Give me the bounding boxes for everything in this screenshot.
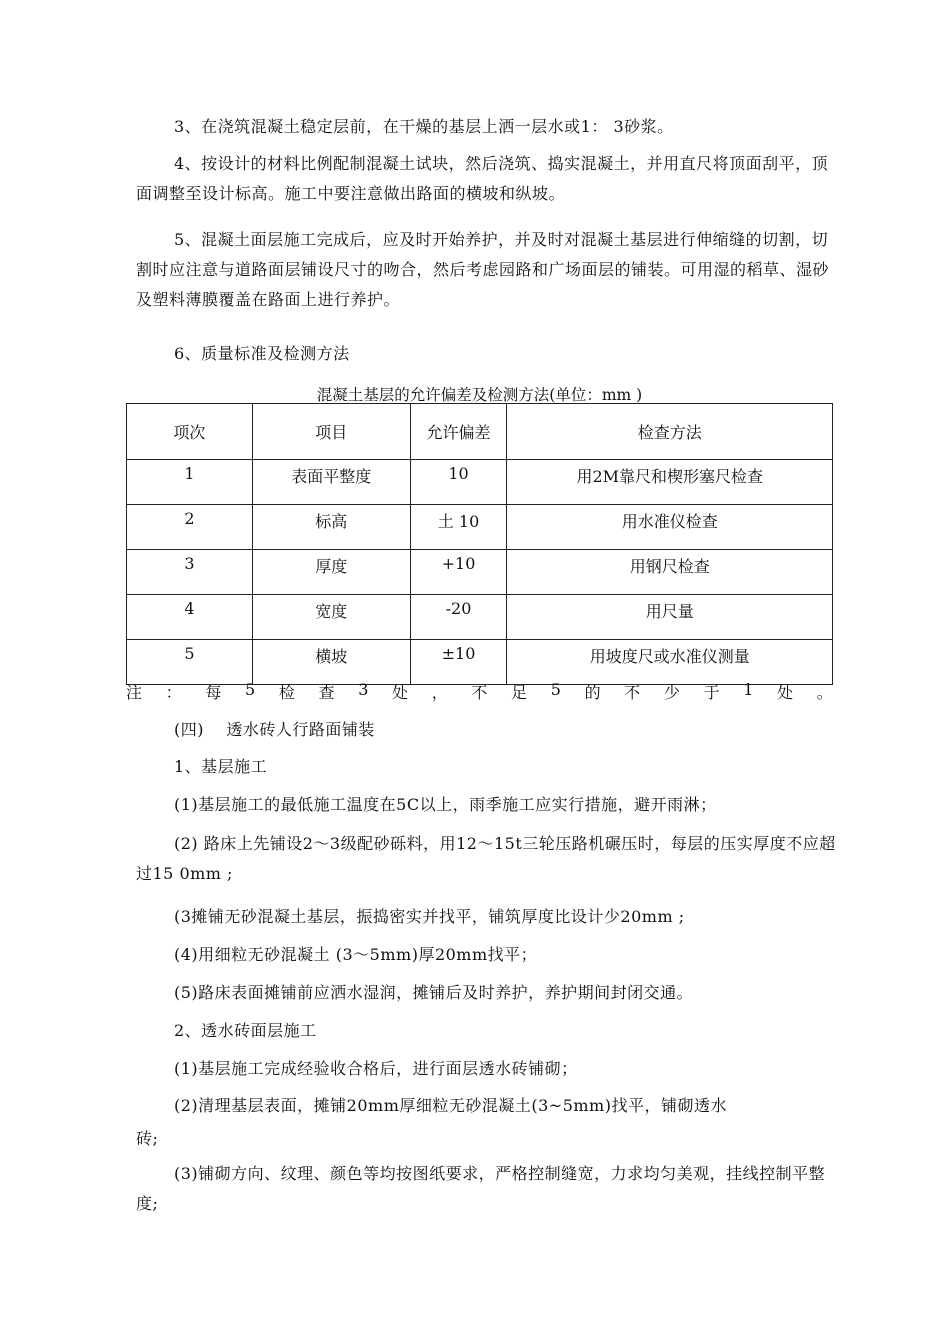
paragraph-3: 3、在浇筑混凝土稳定层前，在干燥的基层上洒一层水或1： 3砂浆。: [174, 117, 674, 136]
note-char: 处: [392, 683, 409, 702]
table-cell: 4: [127, 595, 253, 640]
note-char: 不: [624, 683, 641, 702]
base-item-2: (2) 路床上先铺设2〜3级配砂砾料，用12〜15t三轮压路机碾压时，每层的压实厚度不应超过15 0mm ;: [136, 834, 836, 883]
table-cell: 用钢尺检查: [507, 550, 833, 595]
table-row: [127, 595, 833, 640]
note-char: 5: [245, 680, 256, 699]
table-cell: 土 10: [410, 505, 507, 550]
subsection-heading-1: 1、基层施工: [174, 757, 268, 776]
table-row: [127, 550, 833, 595]
table-cell: 2: [127, 505, 253, 550]
note-char: 少: [663, 683, 680, 702]
table-cell: 用坡度尺或水准仪测量: [507, 640, 833, 685]
table-cell: +10: [410, 550, 507, 595]
table-row: [127, 640, 833, 685]
note-char: 3: [358, 680, 369, 699]
table-cell: 横坡: [252, 640, 410, 685]
table-header-row: [127, 404, 833, 460]
note-char: 于: [703, 683, 720, 702]
note-char: 检: [278, 683, 295, 702]
base-item-1: (1)基层施工的最低施工温度在5C以上，雨季施工应实行措施，避开雨淋；: [174, 795, 717, 814]
table-cell: 表面平整度: [252, 460, 410, 505]
table-row: [127, 460, 833, 505]
table-cell: 5: [127, 640, 253, 685]
table-header-cell: 检查方法: [507, 404, 833, 460]
base-item-4: (4)用细粒无砂混凝土 (3〜5mm)厚20mm找平；: [174, 945, 538, 964]
surface-item-2-cont: 砖;: [136, 1129, 159, 1148]
note-char: 5: [550, 680, 561, 699]
table-row: [127, 505, 833, 550]
surface-item-1: (1)基层施工完成经验收合格后，进行面层透水砖铺砌；: [174, 1059, 578, 1078]
table-cell: 厚度: [252, 550, 410, 595]
tolerance-table: [126, 403, 833, 685]
note-char: 注: [126, 683, 143, 702]
table-cell: 用2M靠尺和楔形塞尺检查: [507, 460, 833, 505]
base-item-3: (3摊铺无砂混凝土基层，振捣密实并找平，铺筑厚度比设计少20mm ;: [174, 907, 685, 926]
note-char: 每: [205, 683, 222, 702]
note-char: 不: [471, 683, 488, 702]
table-cell: 宽度: [252, 595, 410, 640]
paragraph-6: 6、质量标准及检测方法: [174, 344, 350, 363]
section-heading: (四) 透水砖人行路面铺装: [174, 720, 375, 739]
note-char: 查: [318, 683, 335, 702]
surface-item-2: (2)清理基层表面，摊铺20mm厚细粒无砂混凝土(3~5mm)找平，铺砌透水: [174, 1096, 727, 1115]
note-char: 。: [816, 683, 833, 702]
table-header-cell: 项次: [127, 404, 253, 460]
note-char: 处: [777, 683, 794, 702]
table-cell: ±10: [410, 640, 507, 685]
paragraph-5: 5、混凝土面层施工完成后，应及时开始养护，并及时对混凝土基层进行伸缩缝的切割，切割时应注意与道路面层铺设尺寸的吻合，然后考虑园路和广场面层的铺装。可用湿的稻草、湿砂及塑料薄膜覆盖在路面上进行养护。: [136, 230, 830, 309]
subsection-heading-2: 2、透水砖面层施工: [174, 1021, 317, 1040]
note-char: 1: [743, 680, 754, 699]
surface-item-3: (3)铺砌方向、纹理、颜色等均按图纸要求，严格控制缝宽，力求均匀美观，挂线控制平整度;: [136, 1164, 826, 1213]
table-cell: 标高: [252, 505, 410, 550]
table-cell: -20: [410, 595, 507, 640]
base-item-5: (5)路床表面摊铺前应洒水湿润，摊铺后及时养护，养护期间封闭交通。: [174, 983, 694, 1002]
table-note: [126, 680, 833, 703]
note-char: 的: [584, 683, 601, 702]
table-header-cell: 允许偏差: [410, 404, 507, 460]
note-char: 足: [511, 683, 528, 702]
table-cell: 10: [410, 460, 507, 505]
note-char: ：: [165, 683, 182, 702]
table-cell: 1: [127, 460, 253, 505]
table-header-cell: 项目: [252, 404, 410, 460]
table-cell: 用尺量: [507, 595, 833, 640]
table-caption: 混凝土基层的允许偏差及检测方法(单位：mm ): [316, 386, 643, 404]
table-cell: 用水准仪检查: [507, 505, 833, 550]
table-cell: 3: [127, 550, 253, 595]
note-char: ，: [431, 683, 448, 702]
paragraph-4: 4、按设计的材料比例配制混凝土试块，然后浇筑、捣实混凝土，并用直尺将顶面刮平，顶面调整至设计标高。施工中要注意做出路面的横坡和纵坡。: [136, 154, 829, 203]
